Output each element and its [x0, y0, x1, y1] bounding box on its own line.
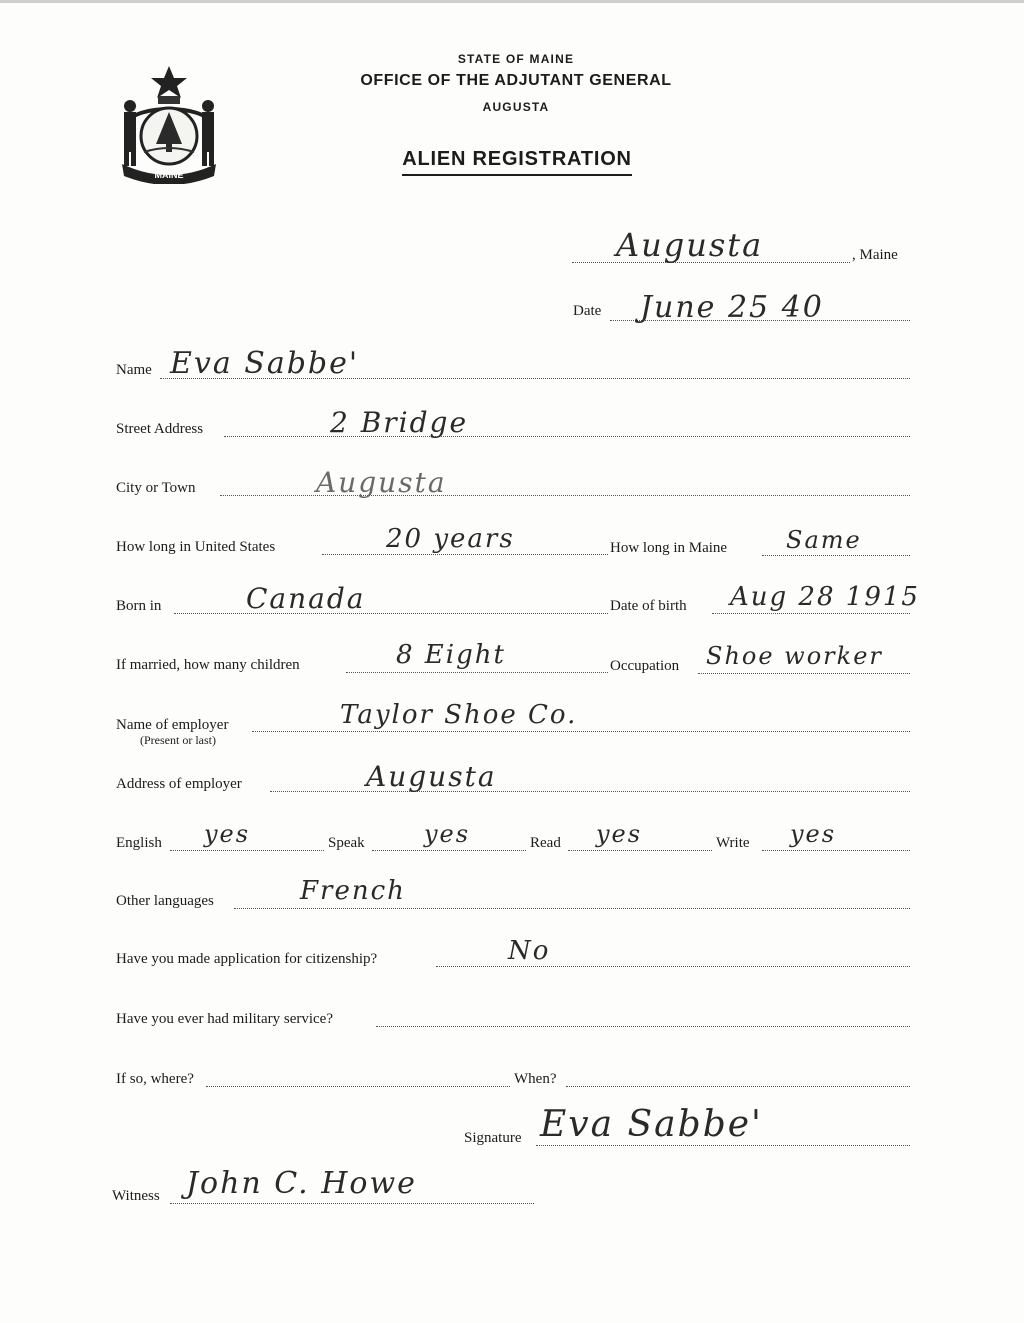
occupation-value[interactable]: Shoe worker [706, 642, 883, 670]
speak-line [372, 850, 526, 851]
witness-value[interactable]: John C. Howe [186, 1166, 417, 1201]
witness-line [170, 1203, 534, 1204]
header-office: OFFICE OF THE ADJUTANT GENERAL [360, 72, 672, 89]
write-value[interactable]: yes [790, 820, 837, 848]
signature-line [536, 1145, 910, 1146]
city-label: City or Town [116, 480, 196, 496]
how-long-us-line [322, 554, 608, 555]
children-label: If married, how many children [116, 657, 300, 673]
citizenship-label: Have you made application for citizenship? [116, 951, 378, 967]
occupation-label: Occupation [610, 658, 680, 674]
read-line [568, 850, 712, 851]
other-languages-label: Other languages [116, 893, 214, 909]
employer-value[interactable]: Taylor Shoe Co. [340, 700, 578, 730]
name-label: Name [116, 362, 152, 378]
date-label: Date [573, 303, 602, 319]
born-in-label: Born in [116, 598, 162, 614]
where-label: If so, where? [116, 1071, 194, 1087]
military-label: Have you ever had military service? [116, 1011, 333, 1027]
seal-banner-text: MAINE [154, 170, 184, 180]
street-line [224, 436, 910, 437]
other-languages-line [234, 908, 910, 909]
employer-address-value[interactable]: Augusta [366, 760, 497, 793]
when-label: When? [514, 1071, 557, 1087]
place-value[interactable]: Augusta [616, 226, 764, 264]
english-line [170, 850, 324, 851]
date-value[interactable]: June 25 40 [640, 290, 824, 325]
speak-value[interactable]: yes [424, 820, 471, 848]
speak-label: Speak [328, 835, 365, 851]
occupation-line [698, 673, 910, 674]
read-label: Read [530, 835, 561, 851]
english-value[interactable]: yes [204, 820, 251, 848]
how-long-us-value[interactable]: 20 years [386, 524, 515, 554]
how-long-maine-value[interactable]: Same [786, 526, 862, 554]
city-value[interactable]: Augusta [316, 466, 447, 499]
signature-value[interactable]: Eva Sabbe' [540, 1104, 763, 1145]
header-state: STATE OF MAINE [457, 52, 575, 66]
date-of-birth-line [712, 613, 910, 614]
maine-label: , Maine [852, 247, 898, 263]
born-in-line [174, 613, 608, 614]
employer-address-label: Address of employer [116, 776, 242, 792]
employer-line [252, 731, 910, 732]
where-line [206, 1086, 510, 1087]
write-label: Write [716, 835, 750, 851]
write-line [762, 850, 910, 851]
employer-label: Name of employer [116, 717, 229, 733]
read-value[interactable]: yes [596, 820, 643, 848]
street-label: Street Address [116, 421, 204, 437]
scan-top-edge [0, 0, 1024, 3]
citizenship-value[interactable]: No [508, 936, 551, 966]
name-value[interactable]: Eva Sabbe' [170, 346, 360, 381]
date-of-birth-label: Date of birth [610, 598, 687, 614]
children-value[interactable]: 8 Eight [396, 640, 506, 670]
military-line [376, 1026, 910, 1027]
street-value[interactable]: 2 Bridge [330, 406, 469, 439]
employer-note: (Present or last) [140, 733, 216, 747]
date-of-birth-value[interactable]: Aug 28 1915 [730, 582, 920, 612]
form-title [0, 148, 1024, 176]
other-languages-value[interactable]: French [300, 876, 406, 906]
form-title-text: ALIEN REGISTRATION [402, 148, 632, 176]
witness-label: Witness [112, 1188, 160, 1204]
children-line [346, 672, 608, 673]
header-city: AUGUSTA [482, 100, 550, 114]
english-label: English [116, 835, 162, 851]
born-in-value[interactable]: Canada [246, 582, 366, 615]
how-long-maine-label: How long in Maine [610, 540, 728, 556]
when-line [566, 1086, 910, 1087]
signature-label: Signature [464, 1130, 522, 1146]
how-long-maine-line [762, 555, 910, 556]
citizenship-line [436, 966, 910, 967]
how-long-us-label: How long in United States [116, 539, 276, 555]
